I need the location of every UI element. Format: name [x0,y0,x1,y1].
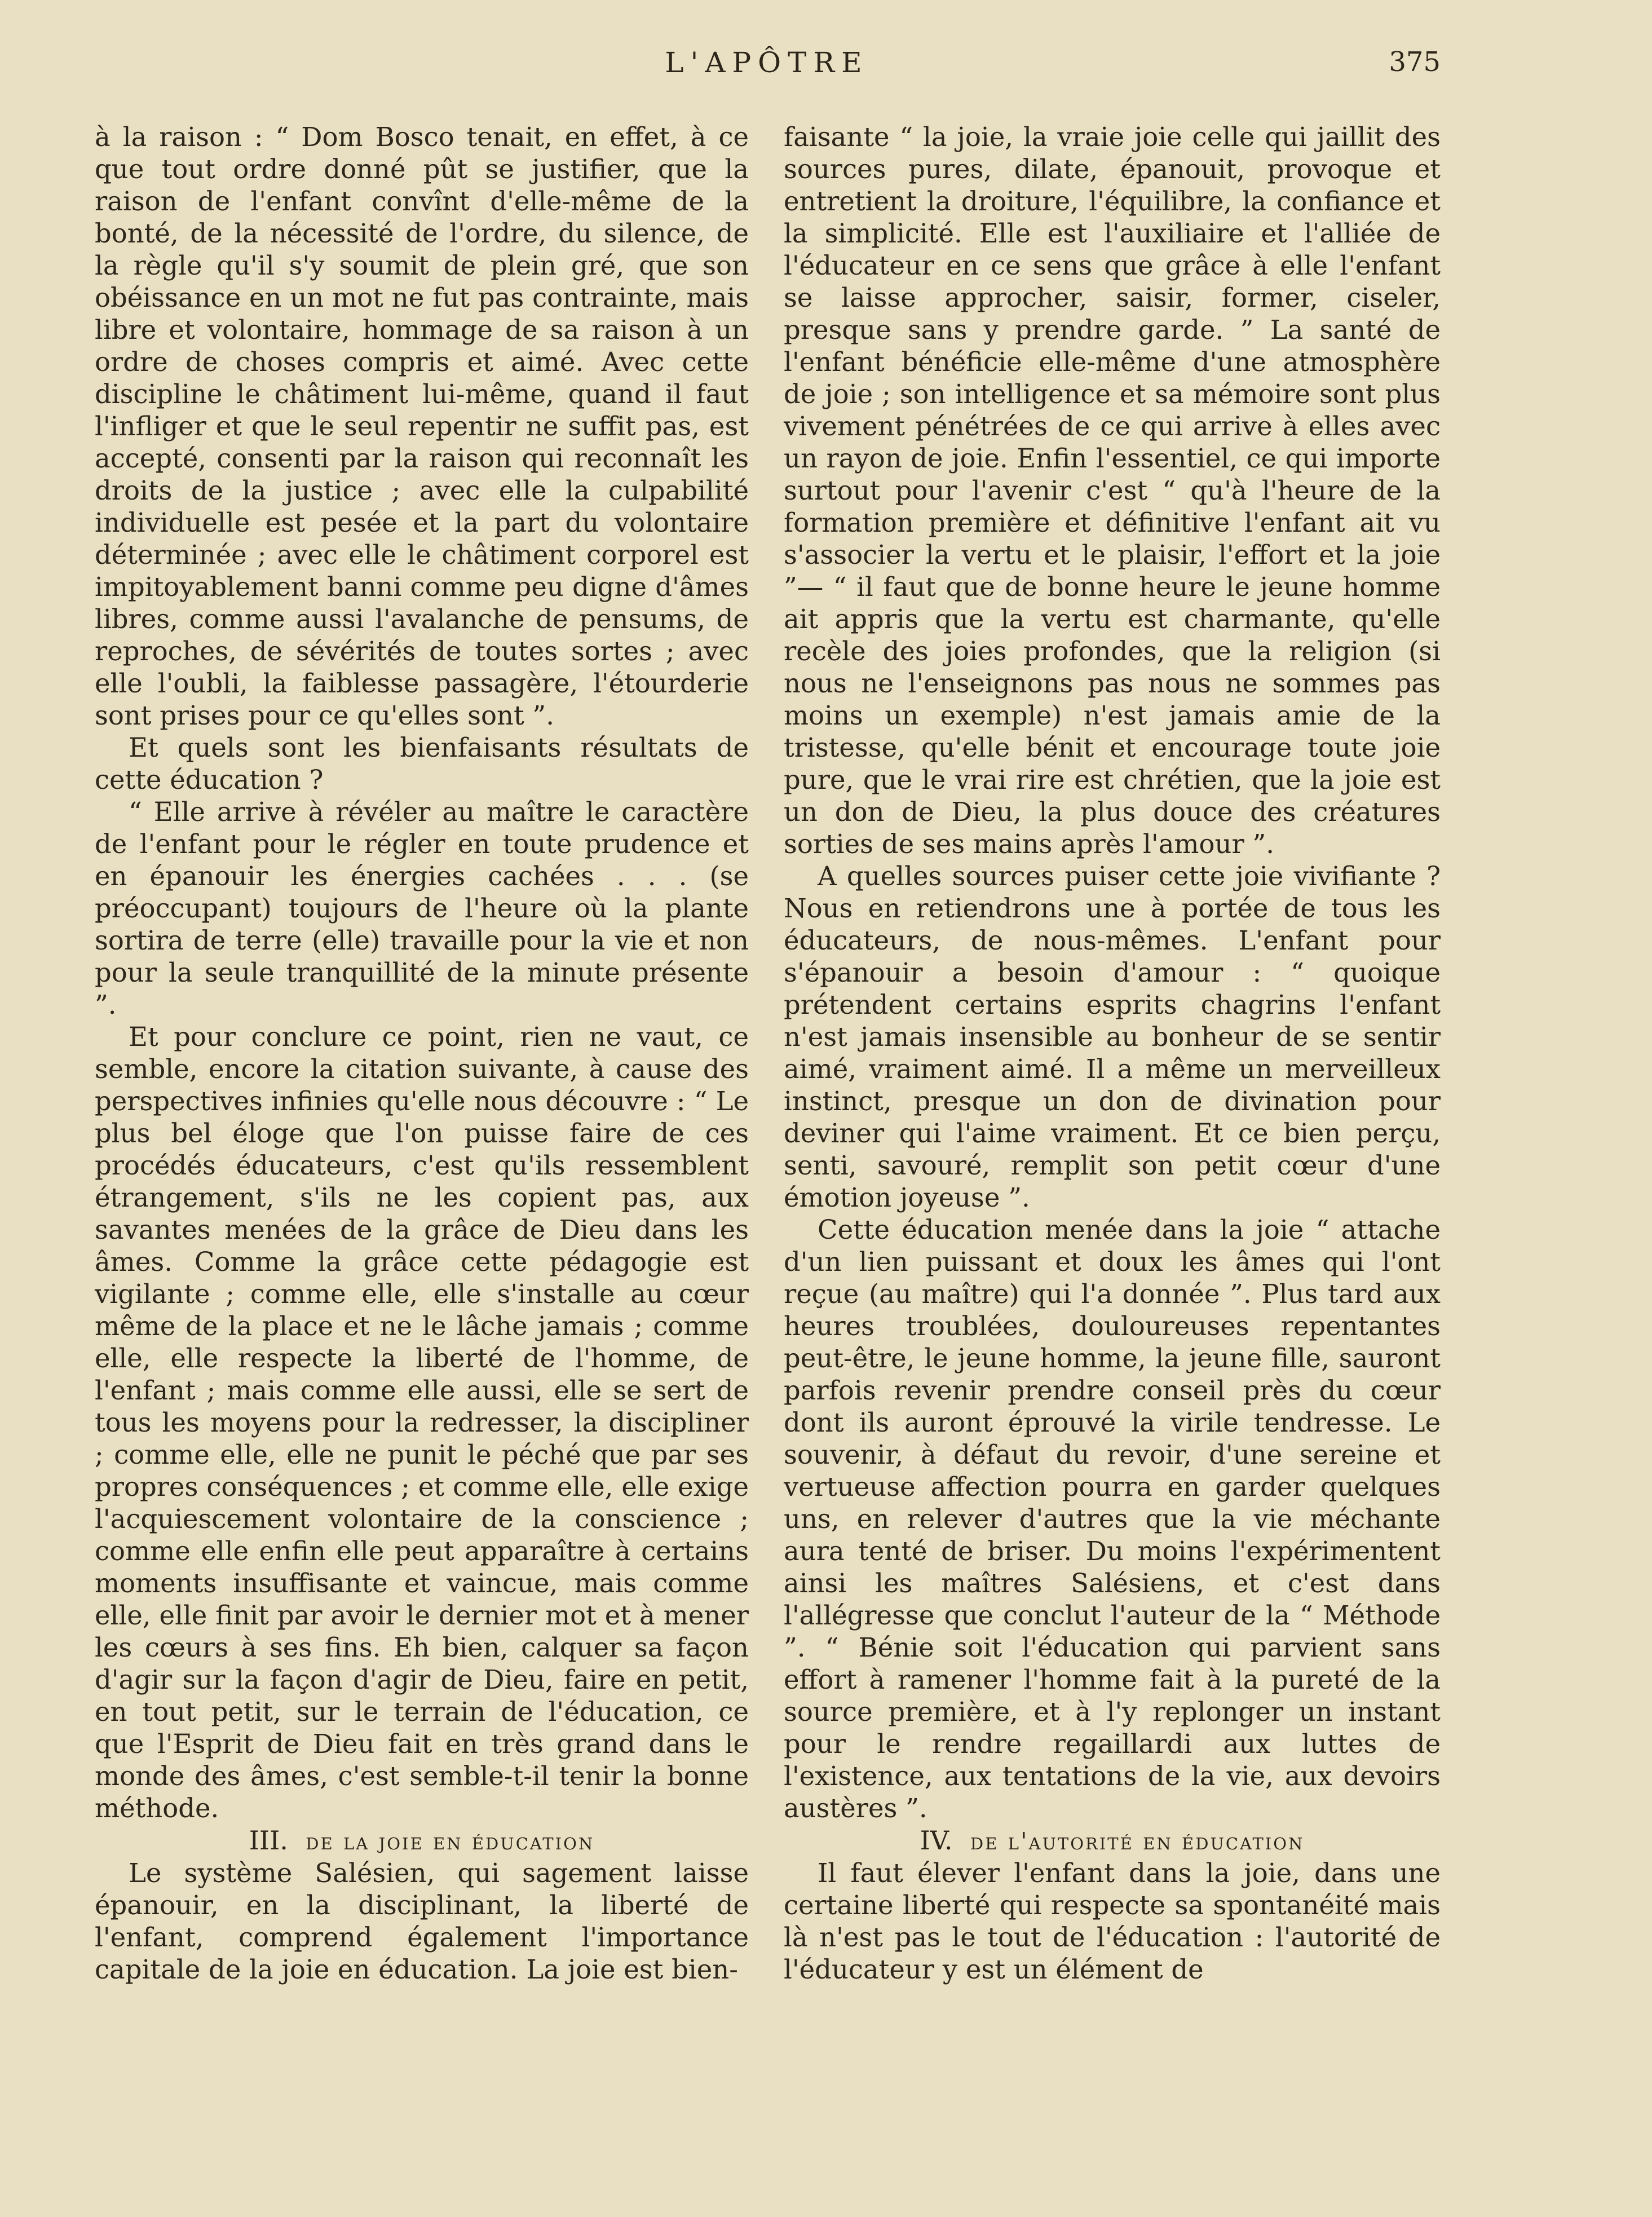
paragraph: A quelles sources puiser cette joie vivifiante ? Nous en retiendrons une à portée de tous les éducateurs, de nous-mêmes. L'enfant pour s'épanouir a besoin d'amour : “ quoique prétendent certains esprits chagrins l'enfant n'est jamais insensible au bonheur de se sentir aimé, vraiment aimé. Il a même un merveilleux instinct, presque un don de divination pour deviner qui l'aime vraiment. Et ce bien perçu, senti, savouré, remplit son petit cœur d'une émotion joyeuse ”. [784,861,1441,1213]
paragraph: Il faut élever l'enfant dans la joie, dans une certaine liberté qui respecte sa spontanéité mais là n'est pas le tout de l'éducation : l'autorité de l'éducateur y est un élément de [784,1858,1441,1985]
section-heading [95,1825,749,1857]
paragraph: faisante “ la joie, la vraie joie celle qui jaillit des sources pures, dilate, épanouit, provoque et entretient la droiture, l'équilibre, la confiance et la simplicité. Elle est l'auxiliaire et l'alliée de l'éducateur en ce sens que grâce à elle l'enfant se laisse approcher, saisir, former, ciseler, presque sans y prendre garde. ” La santé de l'enfant bénéficie elle-même d'une atmosphère de joie ; son intelligence et sa mémoire sont plus vivement pénétrées de ce qui arrive à elles avec un rayon de joie. Enfin l'essentiel, ce qui importe surtout pour l'avenir c'est “ qu'à l'heure de la formation première et définitive l'enfant ait vu s'associer la vertu et le plaisir, l'effort et la joie ”— “ il faut que de bonne heure le jeune homme ait appris que la vertu est charmante, qu'elle recèle des joies profondes, que la religion (si nous ne l'enseignons pas nous ne sommes pas moins un exemple) n'est jamais amie de la tristesse, qu'elle bénit et encourage toute joie pure, que le vrai rire est chrétien, que la joie est un don de Dieu, la plus douce des créatures sorties de ses mains après l'amour ”. [784,122,1441,859]
paragraph: à la raison : “ Dom Bosco tenait, en effet, à ce que tout ordre donné pût se justifier, que la raison de l'enfant convînt d'elle-même de la bonté, de la nécessité de l'ordre, du silence, de la règle qu'il s'y soumit de plein gré, que son obéissance en un mot ne fut pas contrainte, mais libre et volontaire, hommage de sa raison à un ordre de choses compris et aimé. Avec cette discipline le châtiment lui-même, quand il faut l'infliger et que le seul repentir ne suffit pas, est accepté, consenti par la raison qui reconnaît les droits de la justice ; avec elle la culpabilité individuelle est pesée et la part du volontaire déterminée ; avec elle le châtiment corporel est impitoyablement banni comme peu digne d'âmes libres, comme aussi l'avalanche de pensums, de reproches, de sévérités de toutes sortes ; avec elle l'oubli, la faiblesse passagère, l'étourderie sont prises pour ce qu'elles sont ”. [95,122,749,731]
section-heading [784,1825,1441,1857]
section-numeral: III. [249,1825,288,1856]
section-numeral: IV. [920,1825,953,1856]
paragraph: Et quels sont les bienfaisants résultats de cette éducation ? [95,732,749,795]
page-number: 375 [1389,46,1441,78]
running-head [93,44,1441,83]
paragraph: Le système Salésien, qui sagement laisse épanouir, en la disciplinant, la liberté de l'enfant, comprend également l'importance capitale de la joie en éducation. La joie est bien- [95,1858,749,1985]
paragraph: Cette éducation menée dans la joie “ attache d'un lien puissant et doux les âmes qui l'ont reçue (au maître) qui l'a donnée ”. Plus tard aux heures troublées, douloureuses repentantes peut-être, le jeune homme, la jeune fille, sauront parfois revenir prendre conseil près du cœur dont ils auront éprouvé la virile tendresse. Le souvenir, à défaut du revoir, d'une sereine et vertueuse affection pourra en garder quelques uns, en relever d'autres que la vie méchante aura tenté de briser. Du moins l'expérimentent ainsi les maîtres Salésiens, et c'est dans l'allégresse que conclut l'auteur de la “ Méthode ”. “ Bénie soit l'éducation qui parvient sans effort à ramener l'homme fait à la pureté de la source première, et à l'y replonger un instant pour le rendre regaillardi aux luttes de l'existence, aux tentations de la vie, aux devoirs austères ”. [784,1215,1441,1823]
paragraph: Et pour conclure ce point, rien ne vaut, ce semble, encore la citation suivante, à cause des perspectives infinies qu'elle nous découvre : “ Le plus bel éloge que l'on puisse faire de ces procédés éducateurs, c'est qu'ils ressemblent étrangement, s'ils ne les copient pas, aux savantes menées de la grâce de Dieu dans les âmes. Comme la grâce cette pédagogie est vigilante ; comme elle, elle s'installe au cœur même de la place et ne le lâche jamais ; comme elle, elle respecte la liberté de l'homme, de l'enfant ; mais comme elle aussi, elle se sert de tous les moyens pour la redresser, la discipliner ; comme elle, elle ne punit le péché que par ses propres conséquences ; et comme elle, elle exige l'acquiescement volontaire de la conscience ; comme elle enfin elle peut apparaître à certains moments insuffisante et vaincue, mais comme elle, elle finit par avoir le dernier mot et à mener les cœurs à ses fins. Eh bien, calquer sa façon d'agir sur la façon d'agir de Dieu, faire en petit, en tout petit, sur le terrain de l'éducation, ce que l'Esprit de Dieu fait en très grand dans le monde des âmes, c'est semble-t-il tenir la bonne méthode. [95,1022,749,1823]
running-title: L'APÔTRE [665,46,869,79]
section-title: de la joie en éducation [306,1827,595,1855]
right-column [784,121,1441,1986]
left-column [95,121,749,1986]
paragraph: “ Elle arrive à révéler au maître le caractère de l'enfant pour le régler en toute prudence et en épanouir les énergies cachées . . . (se préoccupant) toujours de l'heure où la plante sortira de terre (elle) travaille pour la vie et non pour la seule tranquillité de la minute présente ”. [95,797,749,1020]
section-title: de l'autorité en éducation [970,1827,1305,1855]
